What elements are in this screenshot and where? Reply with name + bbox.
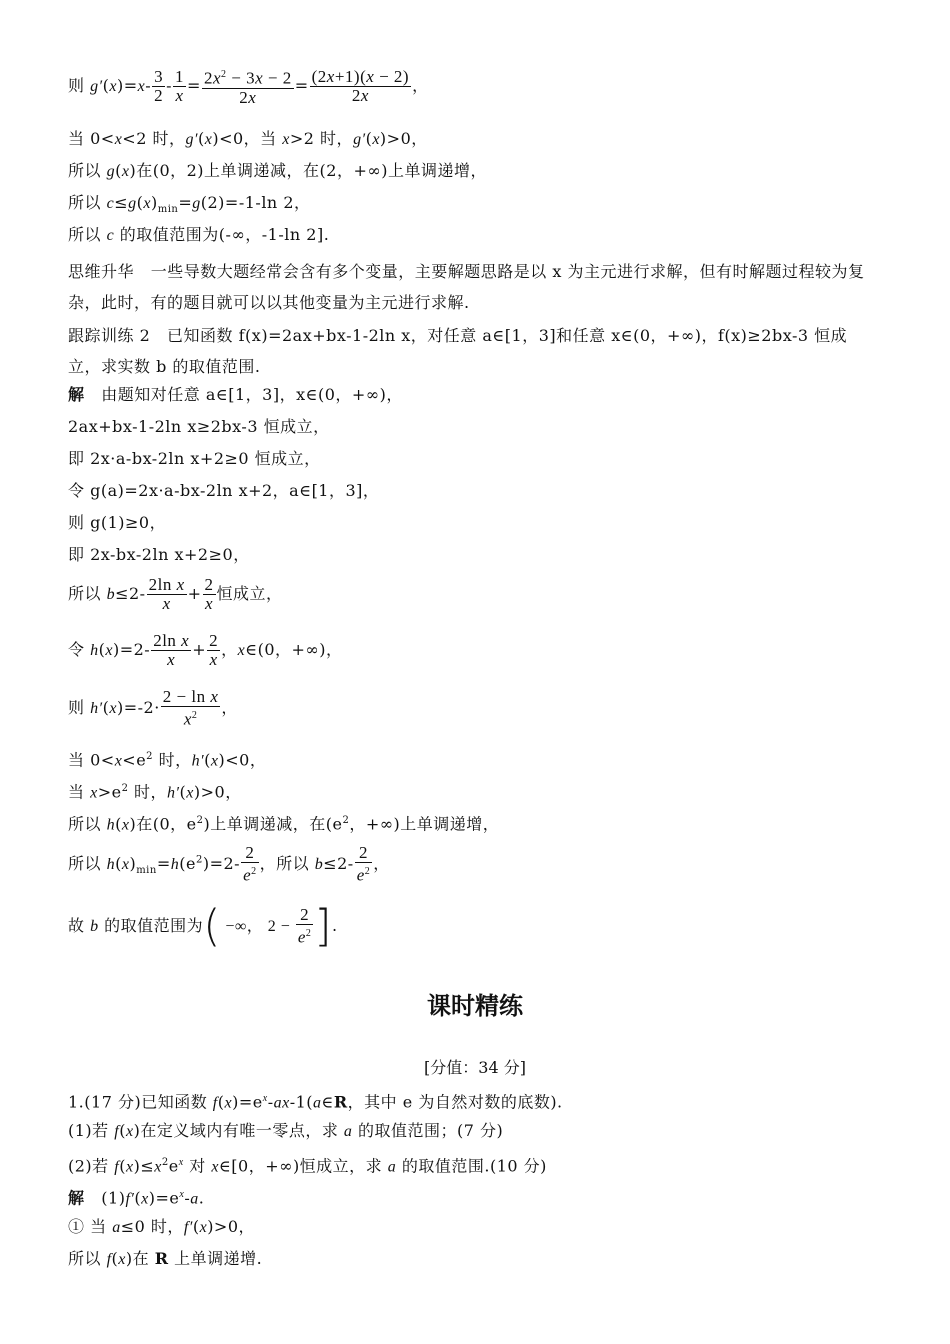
line-monotonic-h: 所以 h(x)在(0，$e^2$)上单调递减，在($e^2$，+∞)上单调递增， bbox=[68, 814, 500, 834]
score-note: [分值：34 分] bbox=[424, 1058, 526, 1077]
fraction: $\frac{\text{2 − ln x}}{x^2}$ bbox=[162, 687, 219, 729]
line-gprime-derivative: 则 g′(x)=x- $\frac{3}{2}$ - $\frac{1}{x}$ = $\frac{2x^2 - 3x - 2}{2x}$ = $\frac{(2x+1)(x - 2)}{2x}$ ， bbox=[68, 66, 429, 107]
exercise-solution-start: 解 $(1)f'(x)=e^x-a$. bbox=[68, 1188, 205, 1208]
solution-label: 解 bbox=[68, 1188, 85, 1208]
practice-label: 跟踪训练 2 bbox=[68, 326, 151, 345]
line-sign-hprime-2: 当 $x>e^2$ 时，h′(x)>0， bbox=[68, 782, 242, 802]
fraction: $\frac{(2x+1)(x - 2)}{2x}$ bbox=[311, 66, 410, 105]
solution-line: 则 g(1)≥0， bbox=[68, 513, 167, 532]
fraction: $\frac{1}{x}$ bbox=[175, 66, 185, 105]
fraction: $\frac{\text{2ln x}}{x}$ bbox=[153, 631, 190, 669]
line-c-range: 所以 c 的取值范围为(-∞，-1-ln 2]. bbox=[68, 225, 330, 244]
line-b-bound: 所以 b≤2- $\frac{\text{2ln x}}{x}$ + $\frac{2}{x}$ 恒成立， bbox=[68, 575, 283, 613]
fraction: $\frac{2}{x}$ bbox=[204, 575, 214, 613]
practice-problem bbox=[68, 320, 880, 382]
line-hprime: 则 h′(x)=-2· $\frac{\text{2 − ln x}}{x^2}$ ， bbox=[68, 687, 238, 729]
solution-line: 令 g(a)=2x·a-bx-2ln x+2，a∈[1，3]， bbox=[68, 481, 380, 500]
line-sign-gprime: 当 0<x<2 时，g′(x)<0，当 x>2 时，g′(x)>0， bbox=[68, 129, 428, 148]
fraction: $\frac{2}{e^2}$ bbox=[243, 843, 257, 885]
line-b-range: 故 b 的取值范围为( −∞， 2 − $\frac{2}{e^2}$ ]. bbox=[68, 900, 338, 952]
fraction: $\frac{\text{2ln x}}{x}$ bbox=[148, 575, 185, 613]
thinking-summary bbox=[68, 256, 880, 318]
fraction: $\frac{3}{2}$ bbox=[154, 66, 164, 105]
solution-start bbox=[68, 384, 880, 406]
line-hx-def: 令 h(x)=2- $\frac{\text{2ln x}}{x}$ + $\frac{2}{x}$ ，x∈(0，+∞)， bbox=[68, 631, 343, 669]
solution-line: 由题知对任意 a∈[1，3]，x∈(0，+∞)， bbox=[101, 385, 403, 404]
exercise-part-2: (2)若 $f(x)\le x^2e^x$ 对 x∈[0，+∞)恒成立，求 a 的取值范围.(10 分) bbox=[68, 1156, 547, 1176]
section-title: 课时精练 bbox=[427, 992, 523, 1020]
line-h-min: 所以 $h(x)_{min}=h(e^2)=2-$ $\frac{2}{e^2}$ ，所以 b≤2- $\frac{2}{e^2}$ ， bbox=[68, 843, 390, 885]
fraction: $\frac{2}{e^2}$ bbox=[297, 905, 312, 947]
line-sign-hprime-1: 当 $0<x<e^2$ 时，h′(x)<0， bbox=[68, 750, 267, 770]
solution-line: 即 2x·a-bx-2ln x+2≥0 恒成立， bbox=[68, 449, 321, 468]
line-monotonic-g: 所以 g(x)在(0，2)上单调递减，在(2，+∞)上单调递增， bbox=[68, 161, 487, 180]
fraction: $\frac{2x^2 - 3x - 2}{2x}$ bbox=[202, 66, 294, 107]
solution-label: 解 bbox=[68, 385, 85, 404]
fraction: $\frac{2}{x}$ bbox=[209, 631, 219, 669]
exercise-solution-conclusion: 所以 f(x)在 R 上单调递增. bbox=[68, 1249, 263, 1268]
exercise-part-1: (1)若 f(x)在定义域内有唯一零点，求 a 的取值范围；(7 分) bbox=[68, 1121, 504, 1140]
thinking-summary-text: 一些导数大题经常会含有多个变量，主要解题思路是以 x 为主元进行求解，但有时解题过程较为复杂，此时，有的题目就可以以其他变量为主元进行求解. bbox=[68, 262, 865, 312]
fraction: $\frac{2}{e^2}$ bbox=[356, 843, 371, 885]
exercise-solution-case: ① 当 a≤0 时，f′(x)>0， bbox=[68, 1217, 256, 1236]
practice-text: 已知函数 f(x)=2ax+bx-1-2ln x，对任意 a∈[1，3]和任意 x∈(0，+∞)，f(x)≥2bx-3 恒成立，求实数 b 的取值范围. bbox=[68, 326, 848, 376]
line-c-bound: 所以 $c\le g(x)_{min}=g(2)=-1-\ln$ 2， bbox=[68, 193, 311, 216]
thinking-summary-label: 思维升华 bbox=[68, 262, 135, 281]
exercise-question: 1.(17 分)已知函数 $f(x)=e^x-ax-1(a\in R$，其中 e 为自然对数的底数). bbox=[68, 1092, 563, 1112]
solution-line: 即 2x-bx-2ln x+2≥0， bbox=[68, 545, 250, 564]
solution-line: 2ax+bx-1-2ln x≥2bx-3 恒成立， bbox=[68, 417, 330, 436]
